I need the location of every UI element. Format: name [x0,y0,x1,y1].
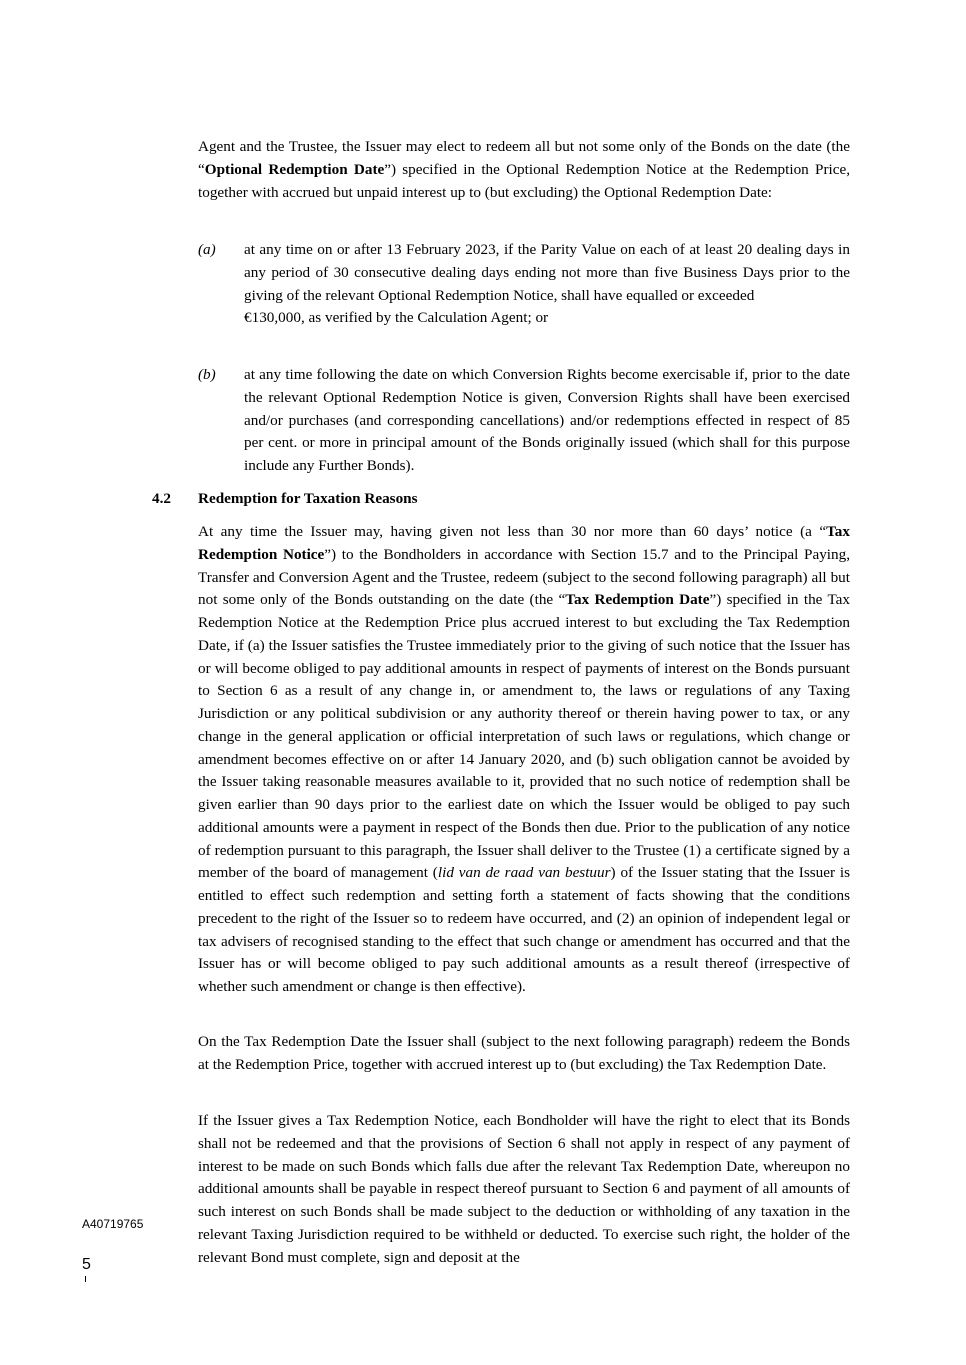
list-item-text: at any time following the date on which Conversion Rights become exercisable if, prior to the date the relevant Optional Redemption Notice is given, Conversion Rights shall have been exercised and/or purchases (and corresponding cancellations) and/or redemptions effected in respect of 85 per cent. or more in principal amount of the Bonds originally issued (which shall for this purpose include any Further Bonds). [244,366,850,474]
list-item-label: (a) [198,241,216,258]
intro-paragraph [198,136,850,204]
list-item-text: at any time on or after 13 February 2023, if the Parity Value on each of at least 20 dealing days in any period of 30 consecutive dealing days ending not more than five Business Days prior to the giving of the relevant Optional Redemption Notice, shall have equalled or exceeded €130,000, as verified by the Calculation Agent; or [244,241,850,327]
dutch-term: lid van de raad van bestuur [437,864,611,882]
page-number: 5 [82,1256,91,1273]
page-number-tick [85,1276,86,1282]
tax-redemption-notice-term: Tax Redemption Notice [198,523,850,563]
intro-text-1: Agent and the Trustee, the Issuer may elect to redeem all but not some only of the Bonds on the date (the “ [198,138,850,178]
tax-redemption-date-term: Tax Redemption Date [565,591,710,609]
section-title: Redemption for Taxation Reasons [198,490,418,507]
tax-redemption-paragraph: At any time the Issuer may, having given not less than 30 nor more than 60 days’ notice (a “Tax Redemption Notice”) to the Bondholders in accordance with Section 15.7 and to the Principal Paying, Transfer and Conversion Agent and the Trustee, redeem (subject to the second following paragraph) all but not some only of the Bonds outstanding on the date (the “Tax Redemption Date”) specified in the Tax Redemption Notice at the Redemption Price plus accrued interest to but excluding the Tax Redemption Date, if (a) the Issuer satisfies the Trustee immediately prior to the giving of such notice that the Issuer has or will become obliged to pay additional amounts in respect of payments of interest on the Bonds pursuant to Section 6 as a result of any change in, or amendment to, the laws or regulations of any Taxing Jurisdiction or any political subdivision or any authority thereof or therein having power to tax, or any change in the general application or official interpretation of such laws or regulations, which change or amendment becomes effective on or after 14 January 2020, and (b) such obligation cannot be avoided by the Issuer taking reasonable measures available to it, provided that no such notice of redemption shall be given earlier than 90 days prior to the earliest date on which the Issuer would be obliged to pay such additional amounts were a payment in respect of the Bonds then due. Prior to the publication of any notice of redemption pursuant to this paragraph, the Issuer shall deliver to the Trustee (1) a certificate signed by a member of the board of management (lid van de raad van bestuur) of the Issuer stating that the Issuer is entitled to effect such redemption and setting forth a statement of facts showing that the conditions precedent to the right of the Issuer so to redeem have occurred, and (2) an opinion of independent legal or tax advisers of recognised standing to the effect that such change or amendment has occurred and that the Issuer has or will become obliged to pay such additional amounts as a result thereof (irrespective of whether such amendment or change is then effective). [198,523,850,995]
section-number: 4.2 [152,490,171,507]
optional-redemption-date-term: Optional Redemption Date [204,160,385,178]
election-paragraph: If the Issuer gives a Tax Redemption Notice, each Bondholder will have the right to elect that its Bonds shall not be redeemed and that the provisions of Section 6 shall not apply in respect of any payment of interest to be made on such Bonds which falls due after the relevant Tax Redemption Date, whereupon no additional amounts shall be payable in respect thereof pursuant to Section 6 and payment of all amounts of such interest on such Bonds shall be made subject to the deduction or withholding of any taxation in the relevant Taxing Jurisdiction required to be withheld or deducted. To exercise such right, the holder of the relevant Bond must complete, sign and deposit at the [198,1112,850,1266]
redeem-paragraph: On the Tax Redemption Date the Issuer shall (subject to the next following paragraph) redeem the Bonds at the Redemption Price, together with accrued interest up to (but excluding) the Tax Redemption Date. [198,1033,850,1073]
intro-text-2: ”) specified in the Optional Redemption Notice at the Redemption Price, together with accrued but unpaid interest up to (but excluding) the Optional Redemption Date: [198,160,850,201]
document-id: A40719765 [82,1217,144,1231]
list-item-label: (b) [198,366,216,383]
